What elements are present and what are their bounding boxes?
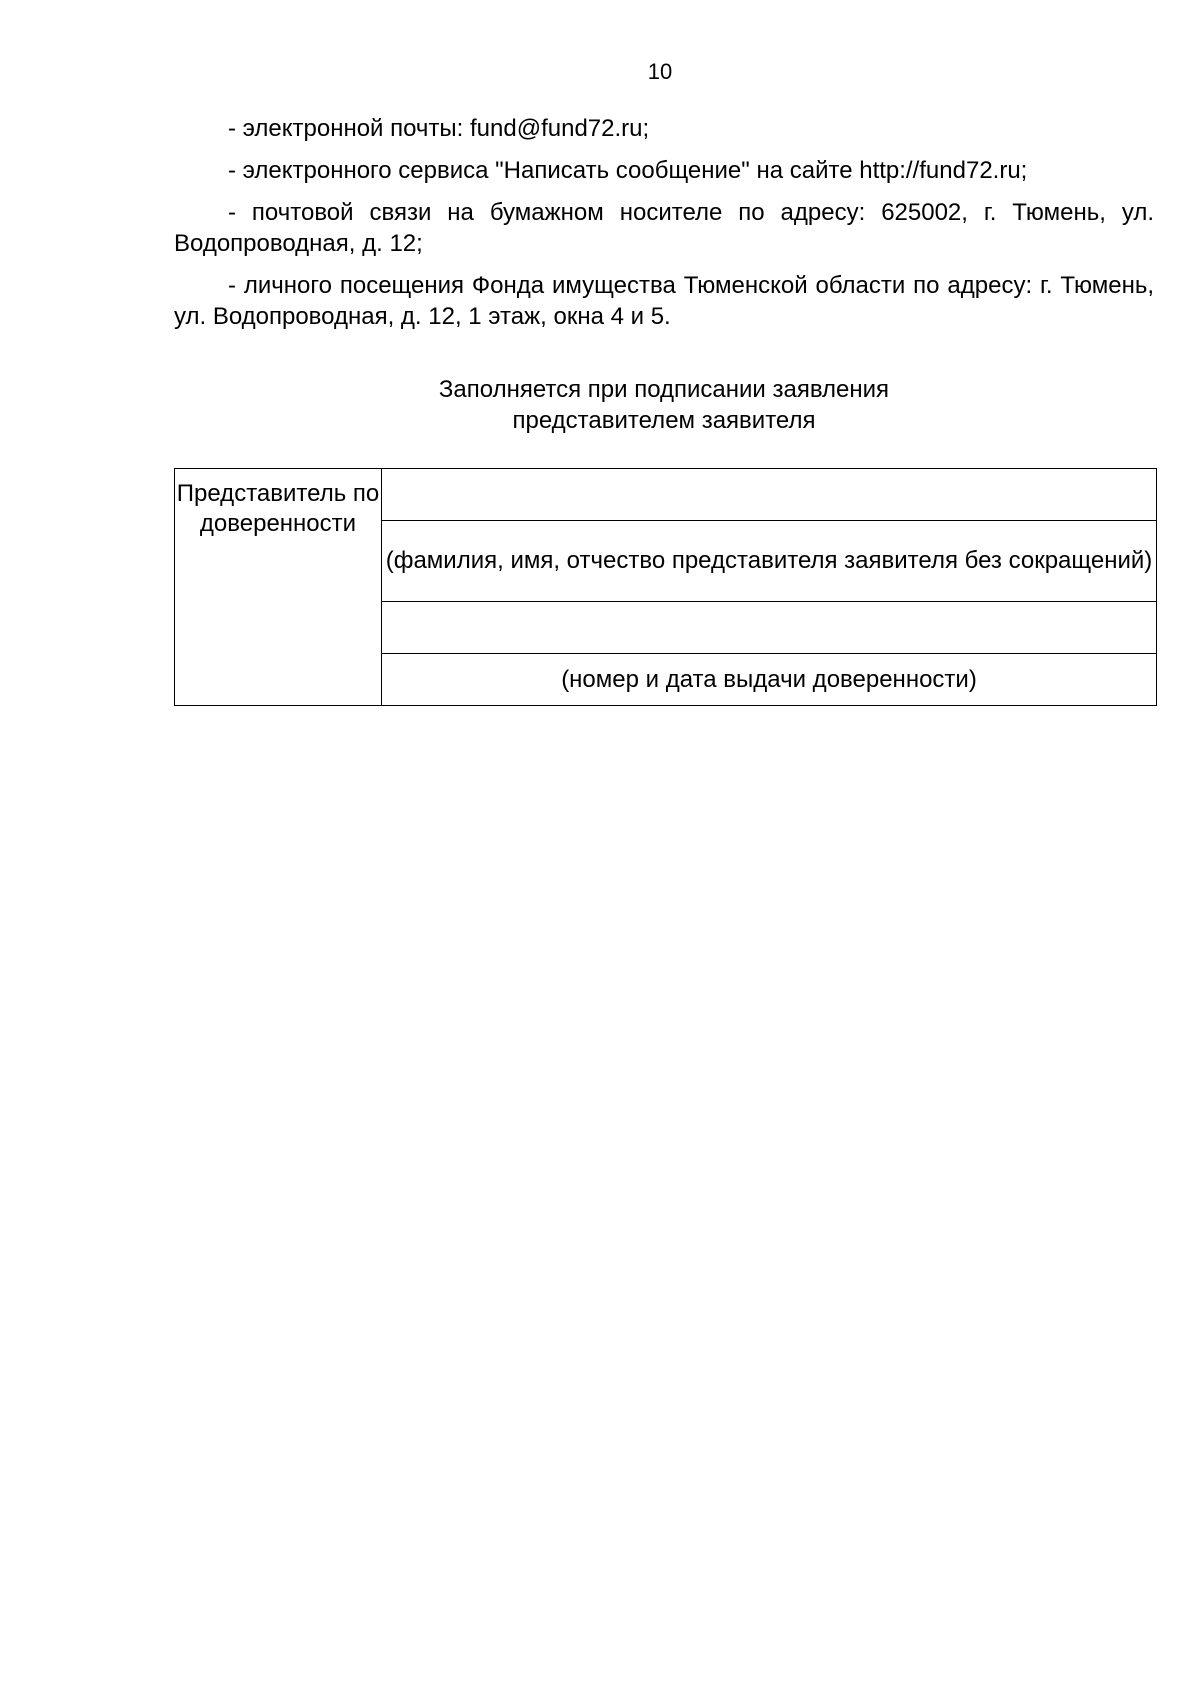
page-number: 10 [647,59,673,84]
representative-table [174,468,1157,706]
contact-item-email: - электронной почты: fund@fund72.ru; [228,115,650,142]
representative-name-caption: (фамилия, имя, отчество представителя заявителя без сокращений) [382,521,1157,602]
section-heading-line-2: представителем заявителя [512,407,816,434]
contact-methods-list [174,113,1154,343]
contact-item-in-person: - личного посещения Фонда имущества Тюменской области по адресу: г. Тюмень, ул. Водопроводная, д. 12, 1 этаж, окна 4 и 5. [174,272,1154,330]
section-heading [174,374,1154,436]
contact-item-web-service: - электронного сервиса "Написать сообщение" на сайте http://fund72.ru; [228,157,1028,184]
section-heading-line-1: Заполняется при подписании заявления [438,376,890,403]
representative-name-field[interactable] [382,469,1157,521]
contact-item-postal: - почтовой связи на бумажном носителе по адресу: 625002, г. Тюмень, ул. Водопроводная, д. 12; [174,199,1154,257]
power-of-attorney-field[interactable] [382,602,1157,654]
representative-label: Представитель по доверенности [175,469,382,706]
power-of-attorney-caption: (номер и дата выдачи доверенности) [382,654,1157,706]
